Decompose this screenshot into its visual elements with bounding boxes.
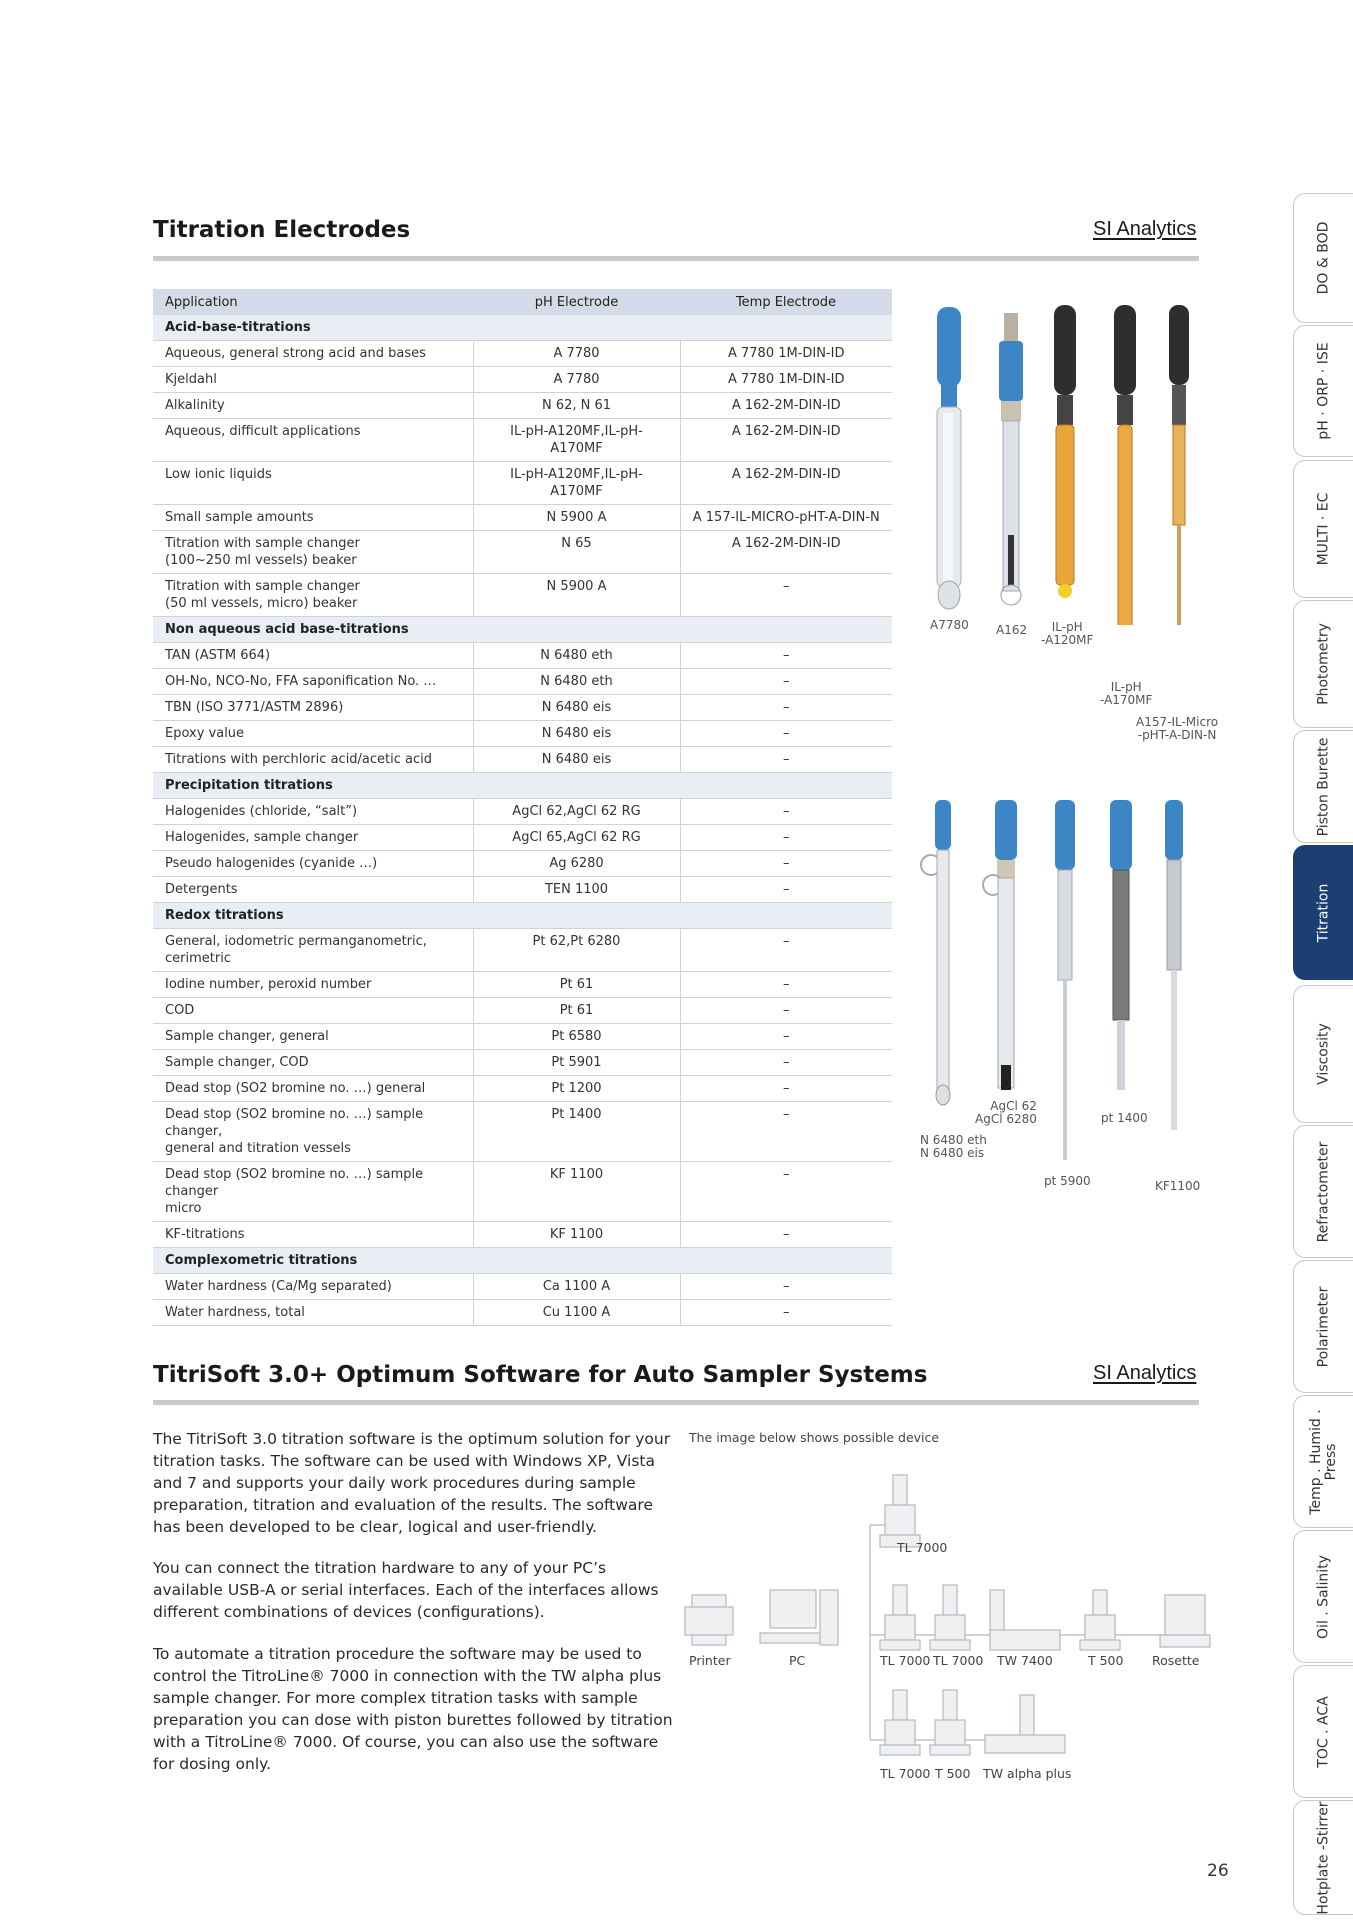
cell-temp-electrode: – — [680, 825, 892, 851]
cell-ph-electrode: A 7780 — [473, 367, 680, 393]
cell-temp-electrode: – — [680, 1024, 892, 1050]
cell-temp-electrode: A 162-2M-DIN-ID — [680, 462, 892, 505]
electrode-n6480 — [921, 800, 951, 1105]
table-row — [153, 1274, 892, 1300]
paragraph-intro: The TitriSoft 3.0 titration software is the optimum solution for your titration tasks. The software can be used with Windows XP, Vista and 7 and supports your daily work procedures during sample preparation, titration and evaluation of the results. The software has been developed to be clear, logical and user-friendly. — [153, 1430, 671, 1536]
cell-application: COD — [153, 998, 473, 1024]
table-row — [153, 643, 892, 669]
cell-temp-electrode: – — [680, 877, 892, 903]
cell-ph-electrode: Pt 1400 — [473, 1102, 680, 1162]
table-row — [153, 1050, 892, 1076]
cell-application: Dead stop (SO2 bromine no. …) general — [153, 1076, 473, 1102]
device-icons — [685, 1475, 1210, 1755]
cell-ph-electrode: TEN 1100 — [473, 877, 680, 903]
cell-application: TAN (ASTM 664) — [153, 643, 473, 669]
cell-temp-electrode: – — [680, 1274, 892, 1300]
table-section-row — [153, 1248, 892, 1274]
device-diagram — [680, 1465, 1220, 1765]
device-tl7000-b: TL 7000 — [933, 1653, 984, 1668]
header-temp-electrode: Temp Electrode — [680, 289, 892, 315]
cell-temp-electrode: – — [680, 1102, 892, 1162]
tab-refractometer[interactable] — [1293, 1125, 1353, 1258]
electrode-kf1100 — [1165, 800, 1183, 1130]
cell-temp-electrode: – — [680, 1076, 892, 1102]
table-row — [153, 669, 892, 695]
cell-temp-electrode: – — [680, 1300, 892, 1326]
cell-ph-electrode: Cu 1100 A — [473, 1300, 680, 1326]
table-row — [153, 505, 892, 531]
tab-do-bod[interactable] — [1293, 193, 1353, 323]
table-row — [153, 998, 892, 1024]
cell-application: Water hardness (Ca/Mg separated) — [153, 1274, 473, 1300]
tab-ph-orp-ise[interactable] — [1293, 325, 1353, 457]
cell-temp-electrode: – — [680, 747, 892, 773]
cell-temp-electrode: – — [680, 669, 892, 695]
cell-application: Epoxy value — [153, 721, 473, 747]
electrode-a7780 — [937, 307, 961, 609]
table-row — [153, 1162, 892, 1222]
table-row — [153, 341, 892, 367]
table-row — [153, 367, 892, 393]
cell-application: Sample changer, general — [153, 1024, 473, 1050]
cell-application: Detergents — [153, 877, 473, 903]
cell-application: Low ionic liquids — [153, 462, 473, 505]
section-title-titrisoft: TitriSoft 3.0+ Optimum Software for Auto Sampler Systems — [153, 1362, 928, 1388]
device-tl7000-top: TL 7000 — [897, 1540, 948, 1555]
electrode-il-ph-a170mf — [1114, 305, 1136, 625]
table-section-row — [153, 773, 892, 799]
cell-temp-electrode: A 162-2M-DIN-ID — [680, 393, 892, 419]
cell-temp-electrode: – — [680, 851, 892, 877]
cell-ph-electrode: N 65 — [473, 531, 680, 574]
electrode-table-wrap — [153, 289, 892, 1326]
cell-ph-electrode: KF 1100 — [473, 1222, 680, 1248]
tab-viscosity[interactable] — [1293, 985, 1353, 1123]
section-label: Redox titrations — [153, 903, 892, 929]
table-row — [153, 1300, 892, 1326]
cell-ph-electrode: N 6480 eth — [473, 643, 680, 669]
title-rule-top — [153, 256, 1199, 261]
tab-label: Oil . Salinity — [1315, 1554, 1331, 1639]
tab-hotplate-stirrer[interactable] — [1293, 1800, 1353, 1915]
cell-temp-electrode: A 7780 1M-DIN-ID — [680, 341, 892, 367]
table-row — [153, 799, 892, 825]
cell-application: Dead stop (SO2 bromine no. …) sample changer, general and titration vessels — [153, 1102, 473, 1162]
tab-label: Viscosity — [1315, 1023, 1331, 1085]
brand-logo-top: SI Analytics — [1093, 218, 1197, 240]
diagram-caption: The image below shows possible device — [689, 1430, 940, 1445]
header-application: Application — [153, 289, 473, 315]
cell-ph-electrode: Ca 1100 A — [473, 1274, 680, 1300]
device-tw7400: TW 7400 — [997, 1653, 1053, 1668]
table-row — [153, 531, 892, 574]
cell-temp-electrode: – — [680, 643, 892, 669]
cell-application: Titration with sample changer (50 ml vessels, micro) beaker — [153, 574, 473, 617]
tab-label: Piston Burette — [1315, 737, 1331, 836]
tab-label: Titration — [1315, 883, 1331, 942]
cell-ph-electrode: Pt 62,Pt 6280 — [473, 929, 680, 972]
caption-n6480: N 6480 eth N 6480 eis — [920, 1133, 987, 1160]
tab-label: Hotplate -Stirrer — [1315, 1800, 1331, 1915]
cell-temp-electrode: A 162-2M-DIN-ID — [680, 531, 892, 574]
electrode-pt1400 — [1110, 800, 1132, 1090]
table-section-row — [153, 315, 892, 341]
cell-application: Titration with sample changer (100~250 ml vessels) beaker — [153, 531, 473, 574]
section-label: Acid-base-titrations — [153, 315, 892, 341]
tab-piston-burette[interactable] — [1293, 730, 1353, 843]
cell-ph-electrode: N 62, N 61 — [473, 393, 680, 419]
table-row — [153, 1024, 892, 1050]
cell-ph-electrode: A 7780 — [473, 341, 680, 367]
section-label: Non aqueous acid base-titrations — [153, 617, 892, 643]
cell-application: Iodine number, peroxid number — [153, 972, 473, 998]
page-number: 26 — [1207, 1861, 1229, 1881]
cell-application: Kjeldahl — [153, 367, 473, 393]
cell-application: Pseudo halogenides (cyanide …) — [153, 851, 473, 877]
cell-ph-electrode: Ag 6280 — [473, 851, 680, 877]
cell-ph-electrode: IL-pH-A120MF,IL-pH-A170MF — [473, 462, 680, 505]
cell-application: Dead stop (SO2 bromine no. …) sample changer micro — [153, 1162, 473, 1222]
cell-application: Halogenides, sample changer — [153, 825, 473, 851]
tab-toc-aca[interactable] — [1293, 1665, 1353, 1798]
electrode-a162 — [999, 313, 1023, 605]
caption-a162: A162 — [996, 623, 1028, 637]
caption-a157-micro: A157-IL-Micro -pHT-A-DIN-N — [1136, 715, 1219, 742]
tab-label: DO & BOD — [1315, 221, 1331, 295]
cell-ph-electrode: Pt 5901 — [473, 1050, 680, 1076]
table-row — [153, 877, 892, 903]
cell-temp-electrode: – — [680, 574, 892, 617]
cell-application: Titrations with perchloric acid/acetic acid — [153, 747, 473, 773]
cell-ph-electrode: N 5900 A — [473, 505, 680, 531]
table-row — [153, 972, 892, 998]
caption-pt5900: pt 5900 — [1044, 1174, 1091, 1188]
cell-ph-electrode: KF 1100 — [473, 1162, 680, 1222]
cell-application: Halogenides (chloride, “salt”) — [153, 799, 473, 825]
section-label: Precipitation titrations — [153, 773, 892, 799]
electrode-photos-top — [925, 295, 1245, 625]
table-row — [153, 574, 892, 617]
cell-ph-electrode: Pt 6580 — [473, 1024, 680, 1050]
tab-label: TOC . ACA — [1315, 1695, 1331, 1768]
cell-ph-electrode: IL-pH-A120MF,IL-pH-A170MF — [473, 419, 680, 462]
cell-temp-electrode: – — [680, 799, 892, 825]
electrode-agcl62 — [983, 800, 1017, 1090]
table-row — [153, 851, 892, 877]
tab-photometry[interactable] — [1293, 600, 1353, 728]
device-pc: PC — [789, 1653, 806, 1668]
electrode-il-ph-a120mf — [1054, 305, 1076, 598]
electrode-table — [153, 289, 892, 1326]
cell-ph-electrode: AgCl 65,AgCl 62 RG — [473, 825, 680, 851]
title-rule-bottom — [153, 1400, 1199, 1405]
table-row — [153, 462, 892, 505]
electrode-photos-bottom — [915, 795, 1235, 1175]
cell-temp-electrode: – — [680, 1222, 892, 1248]
electrode-pt5900 — [1055, 800, 1075, 1160]
caption-pt1400: pt 1400 — [1101, 1111, 1148, 1125]
caption-a7780: A7780 — [930, 618, 969, 632]
paragraph-interfaces: You can connect the titration hardware to any of your PC’s available USB-A or serial interfaces. Each of the interfaces allows different combinations of devices (configurations). — [153, 1559, 659, 1621]
device-t500-bottom: T 500 — [935, 1766, 971, 1781]
device-tl7000-a: TL 7000 — [880, 1653, 931, 1668]
tab-label: pH · ORP · ISE — [1315, 342, 1331, 440]
cell-temp-electrode: – — [680, 998, 892, 1024]
table-section-row — [153, 903, 892, 929]
caption-agcl62: AgCl 62 AgCl 6280 — [975, 1099, 1037, 1126]
cell-temp-electrode: – — [680, 695, 892, 721]
device-rosette: Rosette — [1152, 1653, 1200, 1668]
cell-temp-electrode: A 162-2M-DIN-ID — [680, 419, 892, 462]
cell-temp-electrode: – — [680, 1050, 892, 1076]
tab-temp-humid-press[interactable] — [1293, 1395, 1353, 1528]
table-row — [153, 695, 892, 721]
cell-ph-electrode: N 6480 eis — [473, 695, 680, 721]
brand-logo-bottom: SI Analytics — [1093, 1362, 1197, 1384]
cell-application: Sample changer, COD — [153, 1050, 473, 1076]
cell-ph-electrode: N 5900 A — [473, 574, 680, 617]
table-row — [153, 929, 892, 972]
tab-label: Photometry — [1315, 623, 1331, 705]
tab-label: Polarimeter — [1315, 1286, 1331, 1367]
cell-application: General, iodometric permanganometric, cerimetric — [153, 929, 473, 972]
cell-temp-electrode: A 157-IL-MICRO-pHT-A-DIN-N — [680, 505, 892, 531]
cell-application: Aqueous, difficult applications — [153, 419, 473, 462]
electrode-a157-micro — [1169, 305, 1189, 625]
caption-il-ph-a120mf: IL-pH -A120MF — [1041, 620, 1094, 647]
cell-ph-electrode: N 6480 eis — [473, 721, 680, 747]
cell-application: Alkalinity — [153, 393, 473, 419]
table-row — [153, 419, 892, 462]
device-tl7000-bottom: TL 7000 — [880, 1766, 931, 1781]
tab-titration[interactable] — [1293, 845, 1353, 980]
device-tw-alpha-plus: TW alpha plus — [983, 1766, 1072, 1781]
cell-ph-electrode: Pt 1200 — [473, 1076, 680, 1102]
cell-ph-electrode: AgCl 62,AgCl 62 RG — [473, 799, 680, 825]
table-row — [153, 721, 892, 747]
cell-temp-electrode: – — [680, 929, 892, 972]
cell-temp-electrode: A 7780 1M-DIN-ID — [680, 367, 892, 393]
cell-application: Small sample amounts — [153, 505, 473, 531]
cell-ph-electrode: N 6480 eis — [473, 747, 680, 773]
table-row — [153, 747, 892, 773]
tab-label: MULTI · EC — [1315, 492, 1331, 566]
table-row — [153, 393, 892, 419]
table-row — [153, 1076, 892, 1102]
cell-application: Aqueous, general strong acid and bases — [153, 341, 473, 367]
tab-multi-ec[interactable] — [1293, 460, 1353, 598]
device-printer: Printer — [689, 1653, 731, 1668]
section-label: Complexometric titrations — [153, 1248, 892, 1274]
device-t500: T 500 — [1088, 1653, 1124, 1668]
caption-il-ph-a170mf: IL-pH -A170MF — [1100, 680, 1153, 707]
table-row — [153, 1222, 892, 1248]
tab-label: Temp . Humid . Press — [1307, 1408, 1339, 1515]
cell-ph-electrode: N 6480 eth — [473, 669, 680, 695]
cell-temp-electrode: – — [680, 972, 892, 998]
cell-application: Water hardness, total — [153, 1300, 473, 1326]
table-header-row — [153, 289, 892, 315]
table-section-row — [153, 617, 892, 643]
cell-application: KF-titrations — [153, 1222, 473, 1248]
tab-label: Refractometer — [1315, 1141, 1331, 1242]
paragraph-automation: To automate a titration procedure the software may be used to control the TitroLine® 7000 in connection with the TW alpha plus sample changer. For more complex titration tasks with sample preparation you can dose with piston burettes followed by titration with a TitroLine® 7000. Of course, you can also use the software for dosing only. — [153, 1645, 673, 1773]
cell-temp-electrode: – — [680, 1162, 892, 1222]
cell-temp-electrode: – — [680, 721, 892, 747]
tab-polarimeter[interactable] — [1293, 1260, 1353, 1393]
tab-oil-salinity[interactable] — [1293, 1530, 1353, 1663]
cell-application: OH-No, NCO-No, FFA saponification No. … — [153, 669, 473, 695]
section-title-electrodes: Titration Electrodes — [153, 217, 411, 243]
cell-application: TBN (ISO 3771/ASTM 2896) — [153, 695, 473, 721]
table-row — [153, 825, 892, 851]
header-ph-electrode: pH Electrode — [473, 289, 680, 315]
cell-ph-electrode: Pt 61 — [473, 972, 680, 998]
cell-ph-electrode: Pt 61 — [473, 998, 680, 1024]
caption-kf1100: KF1100 — [1155, 1179, 1201, 1193]
table-row — [153, 1102, 892, 1162]
